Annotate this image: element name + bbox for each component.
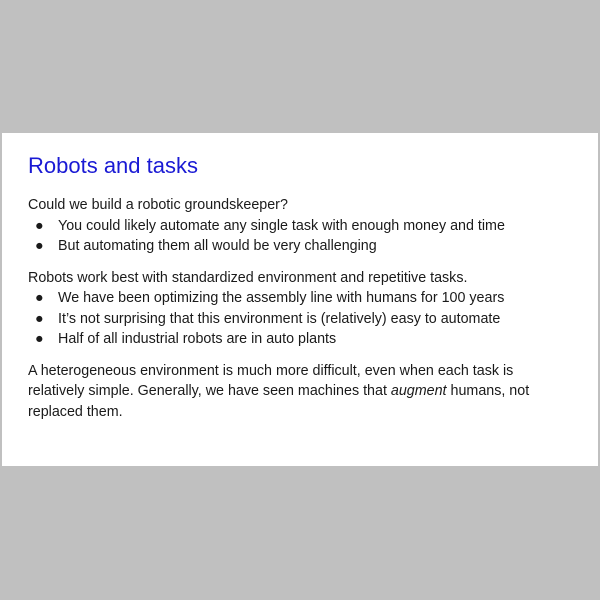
emphasis-augment: augment [390, 383, 447, 399]
closing-text-end: humans, not replaced them. [28, 383, 530, 420]
slide-title: Robots and tasks [28, 153, 198, 178]
bullet-icon: ● [35, 290, 44, 306]
bullet-icon: ● [35, 331, 44, 347]
middle-text: Robots work best with standardized environment and repetitive tasks. [28, 269, 468, 286]
list-item [28, 329, 572, 350]
bullet-icon: ● [35, 238, 44, 254]
list-item [28, 216, 572, 237]
bullet-icon: ● [35, 217, 44, 234]
list-item [28, 236, 572, 257]
list-item-text: Half of all industrial robots are in auto plants [58, 331, 337, 347]
list-item-text: But automating them all would be very challenging [58, 238, 377, 254]
closing-text [28, 361, 572, 423]
intro-text: Could we build a robotic groundskeeper? [28, 197, 288, 213]
list-item [28, 309, 572, 330]
bullet-icon: ● [35, 310, 44, 327]
list-item-text: You could likely automate any single task with enough money and time [58, 217, 505, 234]
list-item-text: It’s not surprising that this environment is (relatively) easy to automate [58, 310, 501, 327]
list-item [28, 288, 572, 309]
bullet-list-1 [28, 216, 572, 257]
list-item-text: We have been optimizing the assembly line with humans for 100 years [58, 290, 505, 306]
closing-text-start: A heterogeneous environment is much more difficult, even when each task is relatively simple. Generally, we have seen machines that [28, 362, 514, 399]
bullet-list-2 [28, 288, 572, 350]
slide [2, 133, 598, 466]
